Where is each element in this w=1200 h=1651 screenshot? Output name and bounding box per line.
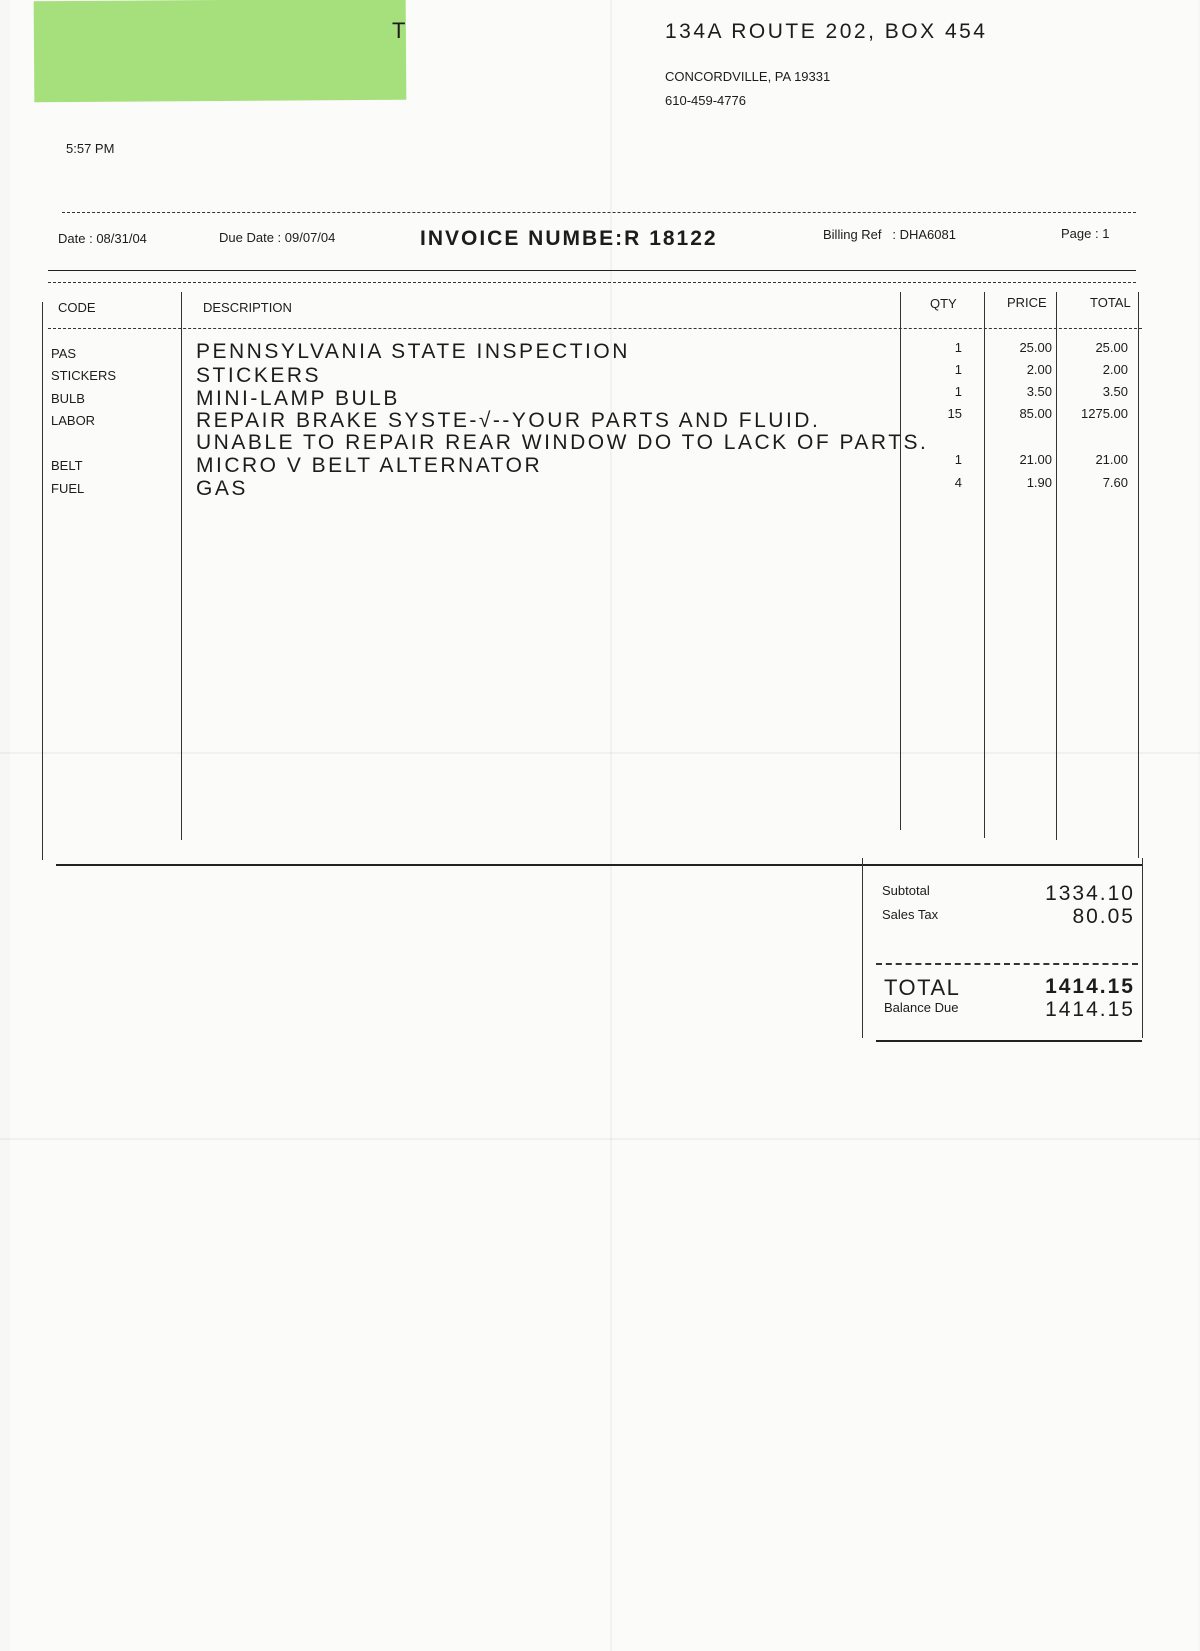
column-header-description: DESCRIPTION	[203, 300, 292, 315]
business-name-fragment: T	[392, 18, 406, 43]
line-code: FUEL	[51, 481, 85, 496]
line-code: BULB	[51, 391, 85, 406]
page-number: Page : 1	[1061, 226, 1110, 241]
column-divider	[900, 292, 901, 830]
sales-tax-label: Sales Tax	[882, 907, 939, 922]
line-code: PAS	[51, 346, 77, 361]
table-bottom-rule	[56, 864, 1142, 866]
divider	[48, 270, 1136, 271]
print-time: 5:57 PM	[66, 141, 115, 156]
totals-border	[862, 858, 863, 1038]
column-header-total: TOTAL	[1090, 295, 1131, 310]
totals-bottom-rule	[876, 1040, 1142, 1042]
address-line: 134A ROUTE 202, BOX 454	[665, 20, 988, 43]
line-qty: 1	[954, 384, 962, 399]
column-divider	[984, 292, 985, 838]
invoice-number: INVOICE NUMBE:R 18122	[420, 227, 718, 250]
line-description: MINI-LAMP BULB	[196, 387, 400, 410]
column-divider	[181, 292, 182, 840]
billing-ref: Billing Ref : DHA6081	[823, 227, 956, 242]
line-price: 85.00	[1019, 406, 1052, 421]
city-line: CONCORDVILLE, PA 19331	[665, 69, 831, 84]
totals-border	[1142, 858, 1143, 1038]
line-total: 3.50	[1102, 384, 1128, 399]
line-qty: 1	[954, 362, 962, 377]
balance-due-value: 1414.15	[1045, 998, 1135, 1021]
line-code: LABOR	[51, 413, 96, 428]
line-qty: 15	[947, 406, 962, 421]
line-code: STICKERS	[51, 368, 117, 383]
subtotal-value: 1334.10	[1045, 882, 1135, 905]
header-divider	[48, 328, 1142, 329]
due-date: Due Date : 09/07/04	[219, 230, 336, 245]
line-description: PENNSYLVANIA STATE INSPECTION	[196, 340, 630, 363]
phone-number: 610-459-4776	[665, 93, 746, 108]
divider	[62, 212, 1136, 213]
line-description: REPAIR BRAKE SYSTE-√--YOUR PARTS AND FLUID.	[196, 409, 821, 432]
table-border	[42, 302, 43, 860]
line-description: UNABLE TO REPAIR REAR WINDOW DO TO LACK OF PARTS.	[196, 431, 929, 454]
line-description: STICKERS	[196, 364, 322, 387]
line-total: 1275.00	[1081, 406, 1128, 421]
line-qty: 4	[954, 475, 962, 490]
line-price: 25.00	[1019, 340, 1052, 355]
sales-tax-value: 80.05	[1072, 905, 1135, 928]
line-description: MICRO V BELT ALTERNATOR	[196, 454, 543, 477]
column-header-qty: QTY	[930, 296, 957, 311]
line-qty: 1	[954, 452, 962, 467]
column-divider	[1056, 292, 1057, 840]
invoice-date: Date : 08/31/04	[58, 231, 147, 246]
total-label: TOTAL	[884, 975, 961, 1000]
line-price: 21.00	[1019, 452, 1052, 467]
column-header-code: CODE	[58, 300, 96, 315]
table-border	[1138, 292, 1139, 858]
line-price: 3.50	[1026, 384, 1052, 399]
line-price: 2.00	[1026, 362, 1052, 377]
paper-fold	[0, 1138, 1200, 1140]
total-value: 1414.15	[1045, 975, 1135, 998]
line-total: 25.00	[1095, 340, 1128, 355]
totals-divider	[876, 963, 1138, 965]
line-qty: 1	[954, 340, 962, 355]
subtotal-label: Subtotal	[882, 883, 930, 898]
line-total: 2.00	[1102, 362, 1128, 377]
line-description: GAS	[196, 477, 248, 500]
line-total: 21.00	[1095, 452, 1128, 467]
line-total: 7.60	[1102, 475, 1128, 490]
line-price: 1.90	[1026, 475, 1052, 490]
divider	[48, 282, 1136, 283]
balance-due-label: Balance Due	[884, 1000, 959, 1015]
sticky-note	[34, 0, 407, 102]
line-code: BELT	[51, 458, 83, 473]
paper-fold	[0, 752, 1200, 754]
column-header-price: PRICE	[1007, 295, 1047, 310]
